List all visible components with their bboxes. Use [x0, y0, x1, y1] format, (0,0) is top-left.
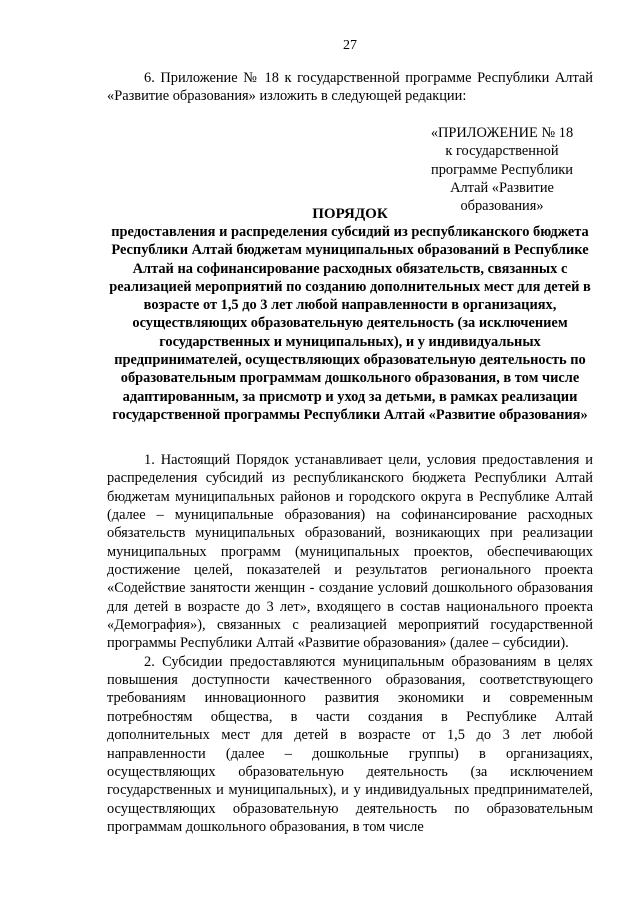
document-subtitle: предоставления и распределения субсидий из республиканского бюджета Республики Алтай бюджетам муниципальных образований в Республике Алтай на софинансирование расходных обязательств, связанных с реализацией мероприятий по созданию дополнительных мест для детей в возрасте от 1,5 до 3 лет любой направленности в организациях, осуществляющих образовательную деятельность (за исключением государственных и муниципальных), и у индивидуальных предпринимателей, осуществляющих образовательную деятельность по образовательным программам дошкольного образования, в том числе адаптированным, за присмотр и уход за детьми, в рамках реализации государственной программы Республики Алтай «Развитие образования»	[109, 224, 591, 423]
appendix-note-line: Алтай «Развитие	[450, 180, 554, 197]
document-title: ПОРЯДОК	[312, 206, 388, 222]
page-number: 27	[343, 38, 357, 53]
appendix-note-line: образования»	[460, 198, 544, 215]
appendix-note-line: «ПРИЛОЖЕНИЕ № 18	[430, 125, 574, 141]
body-paragraph: 2. Субсидии предоставляются муниципальным образованиям в целях повышения доступности качественного образования, соответствующего требованиям инновационного развития экономики и современным потребностям общества, в части создания в Республике Алтай дополнительных мест для детей в возрасте от 1,5 до 3 лет любой направленности (далее – дошкольные группы) в организациях, осуществляющих образовательную деятельность (за исключением государственных и муниципальных), и у индивидуальных предпринимателей, осуществляющих образовательную деятельность по образовательным программам дошкольного образования, в том числе	[107, 653, 593, 835]
document-body	[107, 451, 593, 836]
body-paragraph: 1. Настоящий Порядок устанавливает цели, условия предоставления и распределения субсидий из республиканского бюджета Республики Алтай бюджетам муниципальных районов и городского округа в Республике Алтай (далее – муниципальные образования) на софинансирование расходных обязательств муниципальных образований, возникающих при реализации муниципальных программ (муниципальных проектов, обеспечивающих достижение целей, показателей и результатов регионального проекта «Содействие занятости женщин - создание условий дошкольного образования для детей в возрасте до 3 лет», входящего в состав национального проекта «Демография»), связанных с реализацией мероприятий государственной программы Республики Алтай «Развитие образования» (далее – субсидии).	[107, 452, 593, 652]
appendix-note-line: программе Республики	[431, 161, 573, 178]
appendix-note	[418, 124, 586, 216]
appendix-note-line: к государственной	[445, 143, 559, 160]
intro-paragraph: 6. Приложение № 18 к государственной программе Республики Алтай «Развитие образования» изложить в следующей редакции:	[107, 70, 593, 105]
